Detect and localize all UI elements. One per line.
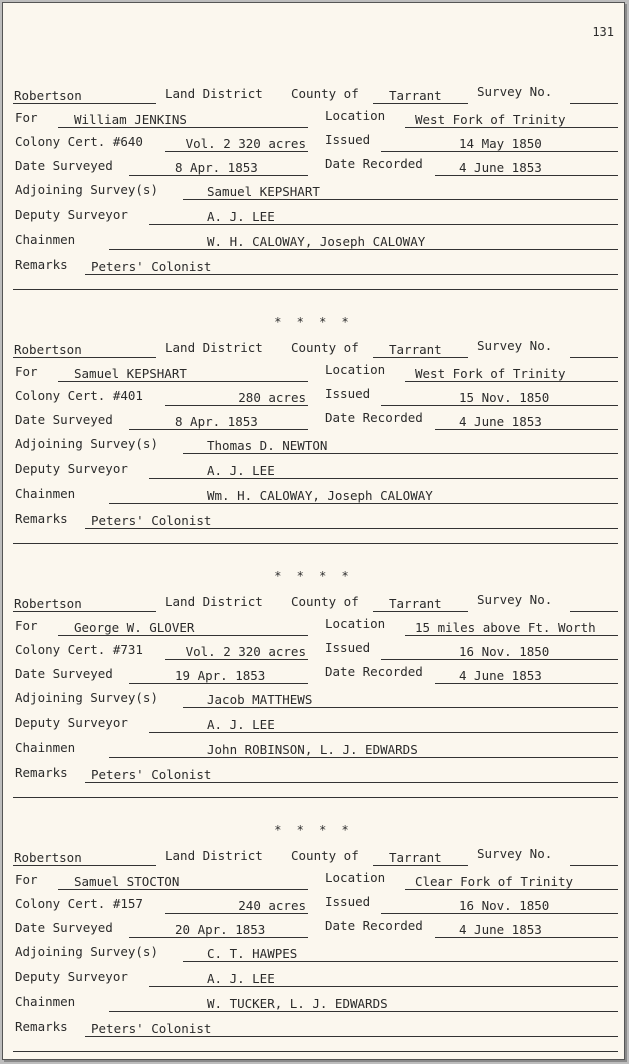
document-page [2,2,625,1060]
deputy-field [149,972,618,987]
district-field [13,851,156,866]
issued-value: 14 May 1850 [459,136,542,151]
grantee-value: Samuel STOCTON [74,874,180,889]
deputy-surveyor-label: Deputy Surveyor [15,461,128,476]
grantee-field [58,875,308,890]
remarks-value: Peters' Colonist [91,513,212,528]
county-value: Tarrant [389,342,442,357]
remarks-field [85,1022,618,1037]
deputy-field [149,210,618,225]
date-surveyed-field [129,161,308,176]
record-separator: * * * * [274,823,353,837]
district-field [13,597,156,612]
cert-detail-value: Vol. 2 320 acres [185,644,306,659]
deputy-value: A. J. LEE [207,209,275,224]
remarks-label: Remarks [15,511,68,526]
cert-detail-field [165,645,308,660]
blank-rule [13,289,618,290]
district-value: Robertson [14,850,82,865]
page-number: 131 [592,25,614,39]
deputy-surveyor-label: Deputy Surveyor [15,207,128,222]
location-field [405,621,618,636]
date-surveyed-value: 20 Apr. 1853 [175,922,266,937]
date-recorded-label: Date Recorded [325,156,423,171]
cert-detail-value: 280 acres [238,390,306,405]
location-value: 15 miles above Ft. Worth [415,620,596,635]
grantee-value: George W. GLOVER [74,620,195,635]
for-label: For [15,110,38,125]
district-field [13,89,156,104]
county-value: Tarrant [389,596,442,611]
location-field [405,113,618,128]
land-district-label: Land District [165,340,263,355]
record-separator: * * * * [274,315,353,329]
issued-field [381,645,618,660]
date-recorded-value: 4 June 1853 [459,160,542,175]
chainmen-field [109,997,618,1012]
date-recorded-label: Date Recorded [325,918,423,933]
date-recorded-field [435,161,618,176]
survey-no-field [570,343,618,358]
for-label: For [15,364,38,379]
date-surveyed-value: 8 Apr. 1853 [175,160,258,175]
location-value: West Fork of Trinity [415,366,566,381]
deputy-surveyor-label: Deputy Surveyor [15,715,128,730]
record-separator: * * * * [274,569,353,583]
survey-record [3,84,624,319]
date-recorded-field [435,415,618,430]
county-field [373,89,468,104]
cert-detail-value: 240 acres [238,898,306,913]
county-field [373,343,468,358]
adjoining-surveys-label: Adjoining Survey(s) [15,436,158,451]
location-field [405,367,618,382]
date-recorded-value: 4 June 1853 [459,922,542,937]
date-recorded-value: 4 June 1853 [459,414,542,429]
remarks-label: Remarks [15,1019,68,1034]
issued-value: 15 Nov. 1850 [459,390,550,405]
date-surveyed-value: 19 Apr. 1853 [175,668,266,683]
adjoining-value: C. T. HAWPES [207,946,298,961]
for-label: For [15,618,38,633]
adjoining-value: Jacob MATTHEWS [207,692,313,707]
grantee-field [58,621,308,636]
blank-rule [13,1051,618,1052]
location-label: Location [325,870,386,885]
county-field [373,851,468,866]
land-district-label: Land District [165,86,263,101]
remarks-value: Peters' Colonist [91,1021,212,1036]
location-label: Location [325,362,386,377]
survey-record [3,592,624,827]
chainmen-value: W. TUCKER, L. J. EDWARDS [207,996,388,1011]
land-district-label: Land District [165,594,263,609]
remarks-value: Peters' Colonist [91,259,212,274]
deputy-field [149,718,618,733]
date-recorded-label: Date Recorded [325,410,423,425]
deputy-value: A. J. LEE [207,717,275,732]
colony-cert-label: Colony Cert. #157 [15,896,143,911]
issued-label: Issued [325,640,371,655]
survey-no-field [570,89,618,104]
date-surveyed-label: Date Surveyed [15,920,113,935]
issued-field [381,899,618,914]
chainmen-label: Chainmen [15,740,76,755]
county-label: County of [291,848,359,863]
date-recorded-value: 4 June 1853 [459,668,542,683]
location-field [405,875,618,890]
remarks-field [85,260,618,275]
cert-detail-value: Vol. 2 320 acres [185,136,306,151]
grantee-value: William JENKINS [74,112,187,127]
survey-no-label: Survey No. [477,338,553,353]
date-surveyed-label: Date Surveyed [15,666,113,681]
blank-rule [13,797,618,798]
remarks-field [85,514,618,529]
issued-label: Issued [325,894,371,909]
date-recorded-field [435,923,618,938]
adjoining-value: Samuel KEPSHART [207,184,320,199]
survey-record [3,338,624,573]
land-district-label: Land District [165,848,263,863]
adjoining-field [183,693,618,708]
district-value: Robertson [14,88,82,103]
location-value: Clear Fork of Trinity [415,874,574,889]
chainmen-field [109,743,618,758]
issued-field [381,137,618,152]
issued-value: 16 Nov. 1850 [459,898,550,913]
date-surveyed-field [129,415,308,430]
issued-value: 16 Nov. 1850 [459,644,550,659]
cert-detail-field [165,899,308,914]
county-value: Tarrant [389,850,442,865]
district-value: Robertson [14,342,82,357]
survey-no-label: Survey No. [477,84,553,99]
survey-no-field [570,851,618,866]
chainmen-label: Chainmen [15,994,76,1009]
grantee-value: Samuel KEPSHART [74,366,187,381]
blank-rule [13,543,618,544]
adjoining-value: Thomas D. NEWTON [207,438,328,453]
chainmen-label: Chainmen [15,232,76,247]
date-surveyed-field [129,923,308,938]
issued-field [381,391,618,406]
date-recorded-label: Date Recorded [325,664,423,679]
grantee-field [58,113,308,128]
location-value: West Fork of Trinity [415,112,566,127]
chainmen-value: Wm. H. CALOWAY, Joseph CALOWAY [207,488,433,503]
remarks-field [85,768,618,783]
adjoining-field [183,439,618,454]
grantee-field [58,367,308,382]
adjoining-field [183,185,618,200]
issued-label: Issued [325,386,371,401]
remarks-label: Remarks [15,257,68,272]
chainmen-value: W. H. CALOWAY, Joseph CALOWAY [207,234,426,249]
issued-label: Issued [325,132,371,147]
survey-no-label: Survey No. [477,592,553,607]
date-recorded-field [435,669,618,684]
date-surveyed-field [129,669,308,684]
for-label: For [15,872,38,887]
chainmen-field [109,235,618,250]
adjoining-surveys-label: Adjoining Survey(s) [15,690,158,705]
location-label: Location [325,108,386,123]
survey-record [3,846,624,1060]
cert-detail-field [165,137,308,152]
colony-cert-label: Colony Cert. #401 [15,388,143,403]
county-label: County of [291,86,359,101]
remarks-value: Peters' Colonist [91,767,212,782]
chainmen-label: Chainmen [15,486,76,501]
district-field [13,343,156,358]
colony-cert-label: Colony Cert. #731 [15,642,143,657]
county-label: County of [291,594,359,609]
adjoining-surveys-label: Adjoining Survey(s) [15,182,158,197]
district-value: Robertson [14,596,82,611]
location-label: Location [325,616,386,631]
adjoining-field [183,947,618,962]
chainmen-field [109,489,618,504]
date-surveyed-value: 8 Apr. 1853 [175,414,258,429]
remarks-label: Remarks [15,765,68,780]
adjoining-surveys-label: Adjoining Survey(s) [15,944,158,959]
county-value: Tarrant [389,88,442,103]
deputy-field [149,464,618,479]
deputy-surveyor-label: Deputy Surveyor [15,969,128,984]
chainmen-value: John ROBINSON, L. J. EDWARDS [207,742,418,757]
survey-no-label: Survey No. [477,846,553,861]
deputy-value: A. J. LEE [207,971,275,986]
colony-cert-label: Colony Cert. #640 [15,134,143,149]
county-field [373,597,468,612]
cert-detail-field [165,391,308,406]
survey-no-field [570,597,618,612]
date-surveyed-label: Date Surveyed [15,412,113,427]
deputy-value: A. J. LEE [207,463,275,478]
county-label: County of [291,340,359,355]
date-surveyed-label: Date Surveyed [15,158,113,173]
